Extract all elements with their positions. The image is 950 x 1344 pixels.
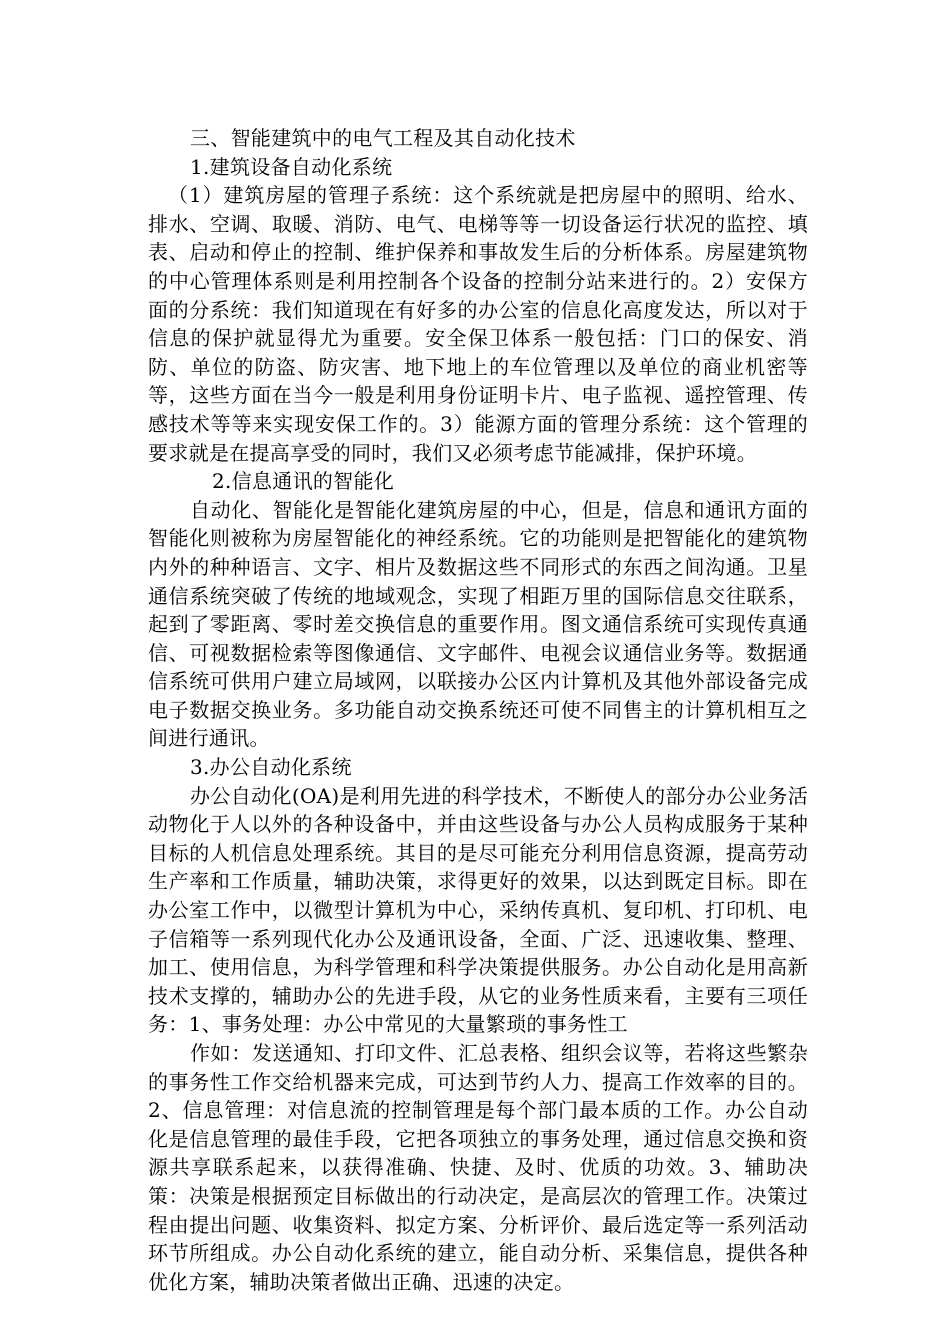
subsection-2-heading: 2.信息通讯的智能化 <box>212 469 395 494</box>
subsection-3-paragraph-2: 作如：发送通知、打印文件、汇总表格、组织会议等，若将这些繁杂的事务性工作交给机器来完成，可达到节约人力、提高工作效率的目的。2、信息管理：对信息流的控制管理是每个部门最本质的工作。办公自动化是信息管理的最佳手段，它把各项独立的事务处理，通过信息交换和资源共享联系起来，以获得准确、快捷、及时、优质的功效。3、辅助决策：决策是根据预定目标做出的行动决定，是高层次的管理工作。决策过程由提出问题、收集资料、拟定方案、分析评价、最后选定等一系列活动环节所组成。办公自动化系统的建立，能自动分析、采集信息，提供各种优化方案，辅助决策者做出正确、迅速的决定。 <box>148 1041 808 1294</box>
subsection-1-heading: 1.建筑设备自动化系统 <box>190 154 393 179</box>
subsection-3-paragraph-1: 办公自动化(OA)是利用先进的科学技术，不断使人的部分办公业务活动物化于人以外的各种设备中，并由这些设备与办公人员构成服务于某种目标的人机信息处理系统。其目的是尽可能充分利用信息资源，提高劳动生产率和工作质量，辅助决策，求得更好的效果，以达到既定目标。即在办公室工作中，以微型计算机为中心，采纳传真机、复印机、打印机、电子信箱等一系列现代化办公及通讯设备，全面、广泛、迅速收集、整理、加工、使用信息，为科学管理和科学决策提供服务。办公自动化是用高新技术支撑的，辅助办公的先进手段，从它的业务性质来看，主要有三项任务：1、事务处理：办公中常见的大量繁琐的事务性工 <box>148 783 808 1037</box>
subsection-1-paragraph: （1）建筑房屋的管理子系统：这个系统就是把房屋中的照明、给水、排水、空调、取暖、消防、电气、电梯等等一切设备运行状况的监控、填表、启动和停止的控制、维护保养和事故发生后的分析体系。房屋建筑物的中心管理体系则是利用控制各个设备的控制分站来进行的。2）安保方面的分系统：我们知道现在有好多的办公室的信息化高度发达，所以对于信息的保护就显得尤为重要。安全保卫体系一般包括：门口的保安、消防、单位的防盗、防灾害、地下地上的车位管理以及单位的商业机密等等，这些方面在当今一般是利用身份证明卡片、电子监视、遥控管理、传感技术等等来实现安保工作的。3）能源方面的管理分系统：这个管理的要求就是在提高享受的同时，我们又必须考虑节能减排，保护环境。 <box>148 183 808 465</box>
subsection-3-heading: 3.办公自动化系统 <box>190 755 352 780</box>
section-heading: 三、智能建筑中的电气工程及其自动化技术 <box>190 126 576 150</box>
subsection-2-paragraph: 自动化、智能化是智能化建筑房屋的中心，但是，信息和通讯方面的智能化则被称为房屋智能化的神经系统。它的功能则是把智能化的建筑物内外的种种语言、文字、相片及数据这些不同形式的东西之间沟通。卫星通信系统突破了传统的地域观念，实现了相距万里的国际信息交往联系，起到了零距离、零时差交换信息的重要作用。图文通信系统可实现传真通信、可视数据检索等图像通信、文字邮件、电视会议通信业务等。数据通信系统可供用户建立局域网，以联接办公区内计算机及其他外部设备完成电子数据交换业务。多功能自动交换系统还可使不同售主的计算机相互之间进行通讯。 <box>148 497 808 751</box>
document-body <box>148 124 808 1296</box>
